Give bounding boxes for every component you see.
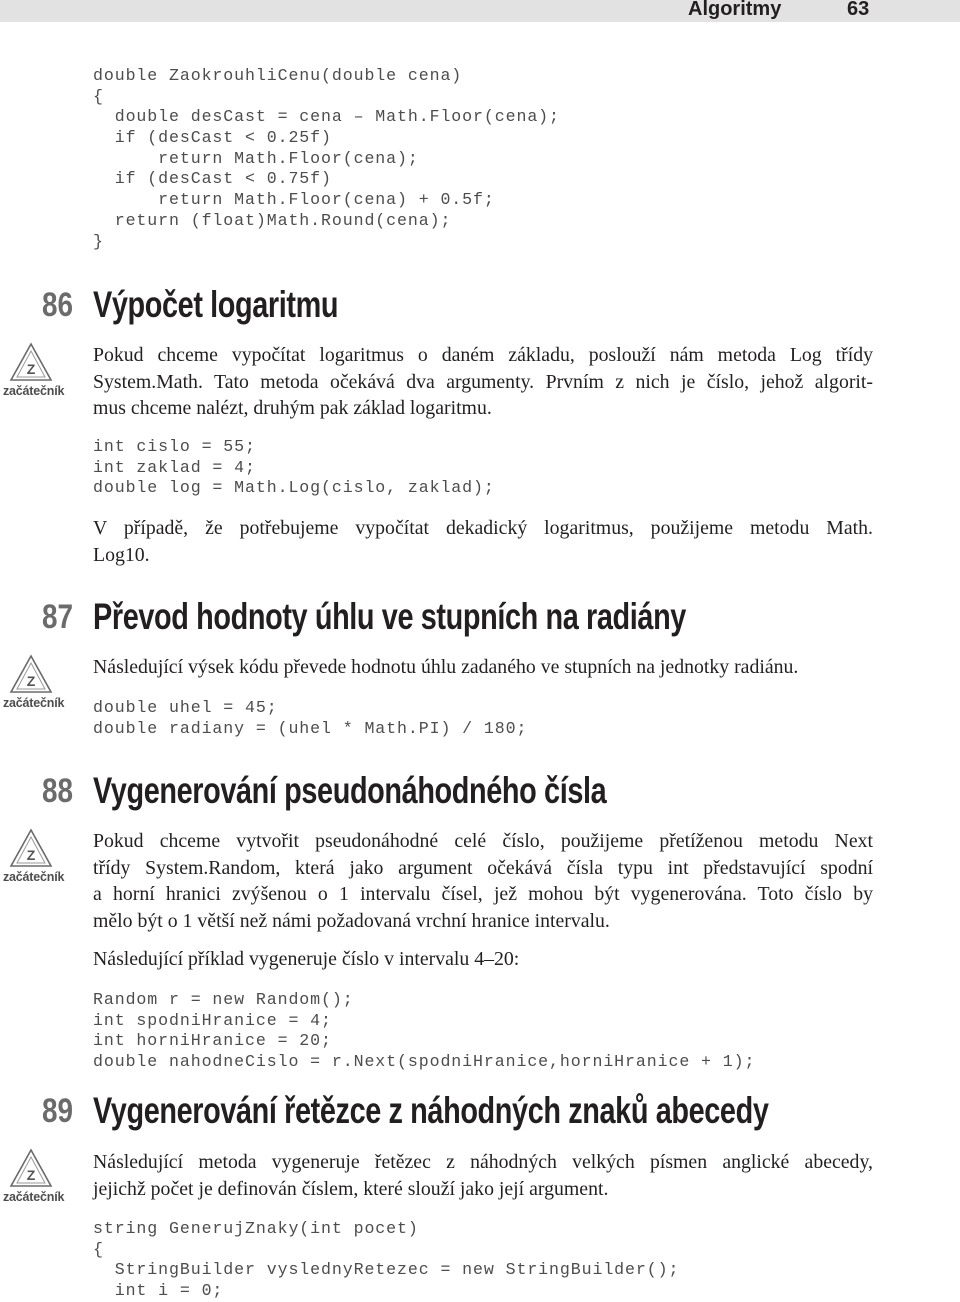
text-line: Pokud chceme vypočítat logaritmus o daném základu, poslouží nám metoda Log třídy [93, 344, 873, 366]
section-number: 89 [41, 1092, 73, 1130]
section-title: Výpočet logaritmu [93, 284, 339, 325]
text-line: mus chceme nalézt, druhým pak základ logaritmu. [93, 397, 492, 419]
text-line: Pokud chceme vytvořit pseudonáhodné celé číslo, použijeme přetíženou metodu Next [93, 830, 873, 852]
text-line: a horní hranici zvýšenou o 1 intervalu čísel, jež mohou být vygenerována. Toto číslo by [93, 883, 873, 905]
code-line: double uhel = 45; [93, 698, 278, 717]
code-line: double desCast = cena – Math.Floor(cena); [93, 107, 560, 127]
text-line: třídy System.Random, která jako argument očekává čísla typu int představující spodní [93, 856, 873, 879]
code-line: double nahodneCislo = r.Next(spodniHranice,horniHranice + 1); [93, 1052, 756, 1072]
svg-text:Z: Z [26, 673, 36, 689]
chapter-title: Algoritmy [688, 0, 782, 20]
paragraph [93, 654, 873, 681]
code-line: int i = 0; [93, 1281, 224, 1301]
text-line: mělo být o 1 větší než námi požadovaná vrchní hranice intervalu. [93, 909, 610, 932]
paragraph [93, 1149, 873, 1202]
beginner-triangle-icon [9, 1148, 53, 1188]
code-line: int cislo = 55; [93, 437, 256, 456]
code-line: int spodniHranice = 4; [93, 1010, 332, 1030]
text-line: Následující metoda vygeneruje řetězec z náhodných velkých písmen anglické abecedy, [93, 1151, 873, 1173]
code-line: if (desCast < 0.25f) [93, 128, 332, 148]
svg-text:Z: Z [26, 1167, 36, 1183]
code-block [93, 1219, 679, 1302]
code-block [93, 990, 755, 1073]
page-number: 63 [847, 0, 870, 20]
section-title: Vygenerování pseudonáhodného čísla [93, 770, 607, 811]
section-number: 86 [41, 286, 73, 324]
code-line: } [93, 231, 104, 251]
svg-text:Z: Z [26, 361, 36, 377]
code-line: return Math.Floor(cena) + 0.5f; [93, 190, 495, 210]
running-header [0, 0, 960, 22]
paragraph [93, 946, 873, 973]
code-line: string GenerujZnaky(int pocet) [93, 1219, 419, 1238]
beginner-badge [3, 1148, 65, 1210]
badge-label: začátečník [3, 870, 65, 884]
text-line: Následující příklad vygeneruje číslo v intervalu 4–20: [93, 948, 520, 970]
badge-label: začátečník [3, 696, 65, 710]
code-block [93, 437, 495, 499]
text-line: jejichž počet je definován číslem, které slouží jako její argument. [93, 1177, 609, 1200]
beginner-badge [3, 828, 65, 890]
code-line: double radiany = (uhel * Math.PI) / 180; [93, 718, 528, 738]
paragraph [93, 515, 873, 568]
section-number: 87 [41, 598, 73, 636]
code-line: StringBuilder vyslednyRetezec = new StringBuilder(); [93, 1260, 680, 1280]
code-line: double log = Math.Log(cislo, zaklad); [93, 478, 495, 498]
beginner-triangle-icon [9, 828, 53, 868]
text-line: Následující výsek kódu převede hodnotu úhlu zadaného ve stupních na jednotky radiánu. [93, 656, 799, 678]
code-line: return Math.Floor(cena); [93, 148, 419, 168]
code-line: Random r = new Random(); [93, 990, 354, 1009]
svg-text:Z: Z [26, 847, 36, 863]
code-line: return (float)Math.Round(cena); [93, 210, 452, 230]
beginner-triangle-icon [9, 342, 53, 382]
section-title: Vygenerování řetězce z náhodných znaků abecedy [93, 1090, 769, 1131]
beginner-badge [3, 342, 65, 404]
badge-label: začátečník [3, 384, 65, 398]
badge-label: začátečník [3, 1190, 65, 1204]
code-line: if (desCast < 0.75f) [93, 169, 332, 189]
text-line: Log10. [93, 543, 150, 566]
paragraph [93, 828, 873, 934]
code-line: int horniHranice = 20; [93, 1031, 332, 1051]
code-line: double ZaokrouhliCenu(double cena) [93, 66, 463, 85]
text-line: System.Math. Tato metoda očekává dva argumenty. Prvním z nich je číslo, jehož algorit- [93, 370, 873, 393]
code-line: { [93, 86, 104, 106]
paragraph [93, 342, 873, 422]
code-block [93, 698, 527, 739]
section-title: Převod hodnoty úhlu ve stupních na radiány [93, 596, 686, 637]
section-number: 88 [41, 772, 73, 810]
code-line: { [93, 1239, 104, 1259]
code-line: int zaklad = 4; [93, 457, 256, 477]
text-line: V případě, že potřebujeme vypočítat dekadický logaritmus, použijeme metodu Math. [93, 517, 873, 539]
beginner-triangle-icon [9, 654, 53, 694]
beginner-badge [3, 654, 65, 716]
code-block-intro [93, 66, 560, 252]
